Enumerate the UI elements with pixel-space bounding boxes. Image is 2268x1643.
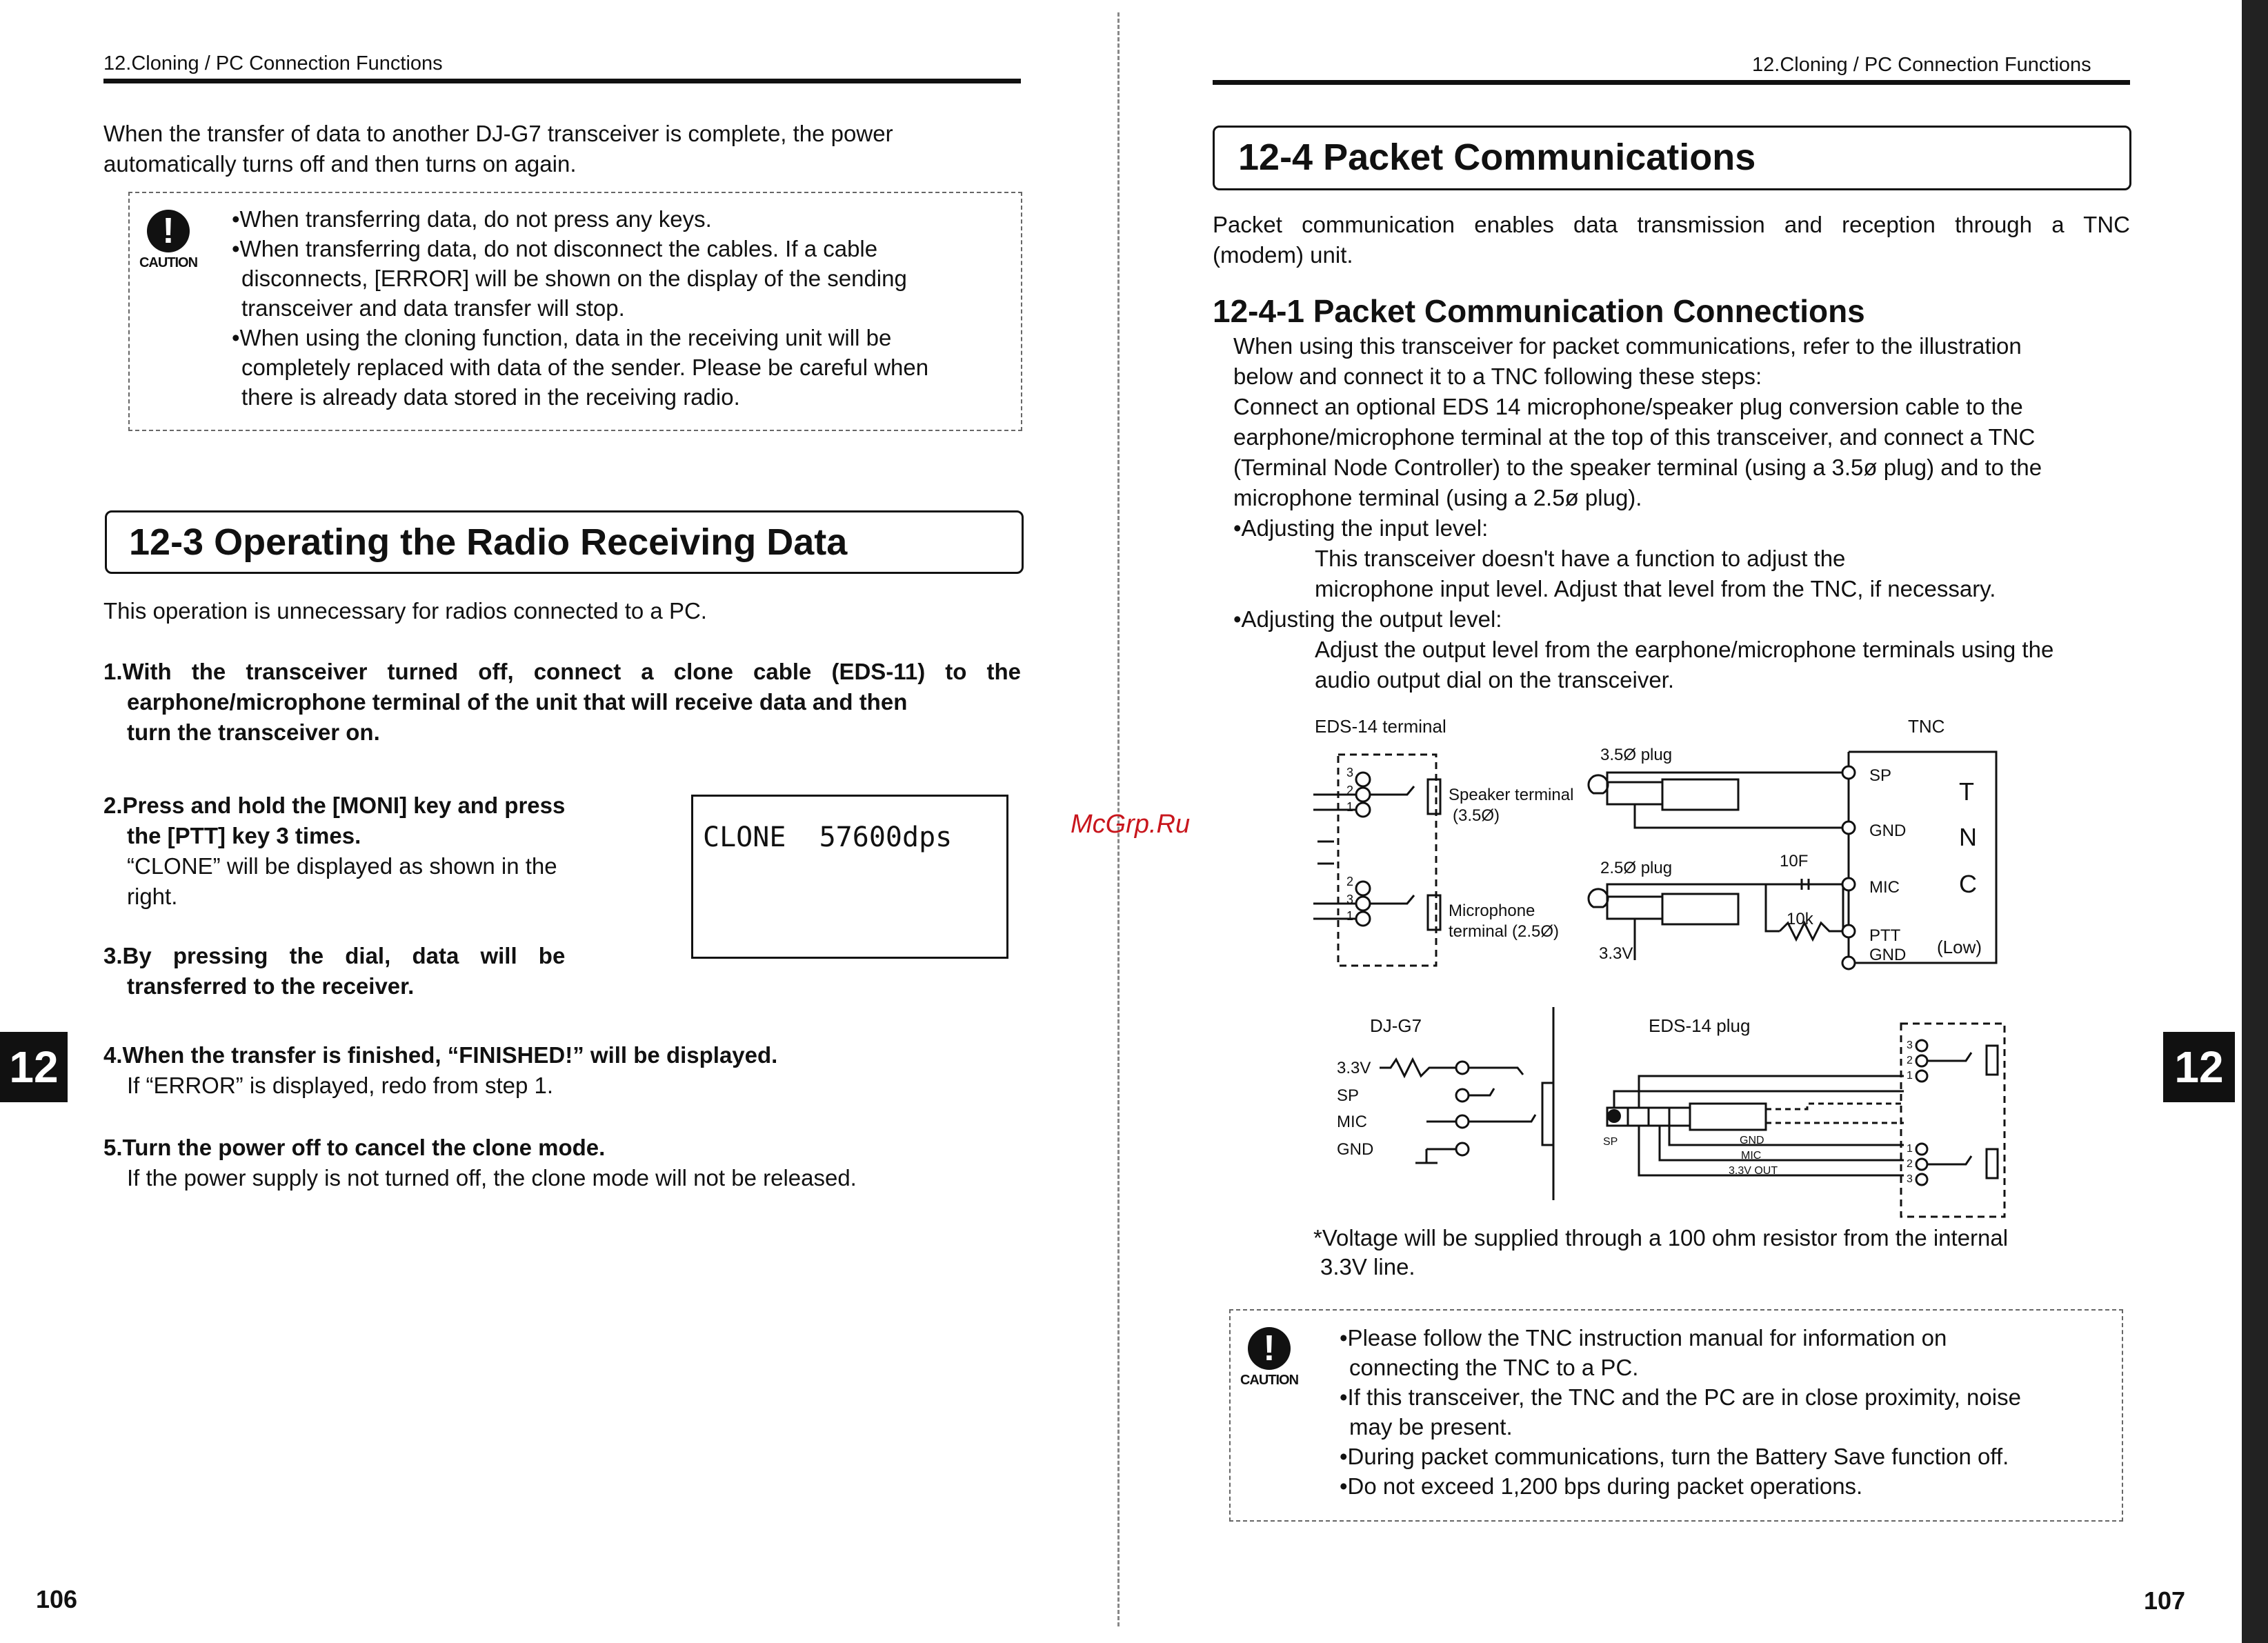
caution-line: transceiver and data transfer will stop.	[241, 295, 625, 321]
left-intro-text: When the transfer of data to another DJ-G7 transceiver is complete, the power automatically turns off and then turns on again.	[103, 121, 893, 177]
lcd-text: CLONE 57600dps	[703, 822, 953, 853]
plug-sp-label: SP	[1603, 1136, 1618, 1148]
section-12-3-intro: This operation is unnecessary for radios connected to a PC.	[103, 598, 707, 624]
v33-label: 3.3V	[1599, 944, 1633, 963]
capacitor-label: 10F	[1780, 852, 1809, 870]
pin-label: 3	[1346, 893, 1354, 906]
section-12-4-intro: Packet communication enables data transmission and reception through a TNC (modem) unit.	[1213, 212, 2130, 268]
plug-2.5-label: 2.5Ø plug	[1600, 859, 1673, 877]
step-1: 1.With the transceiver turned off, connect a clone cable (EDS-11) to the earphone/microphone terminal of the unit that will receive data and then turn the transceiver on.	[103, 659, 1021, 745]
left-page-number: 106	[36, 1585, 78, 1613]
section-12-3-title: 12-3 Operating the Radio Receiving Data	[129, 521, 848, 563]
caution-line: •If this transceiver, the TNC and the PC are in close proximity, noise	[1340, 1384, 2021, 1410]
subsection-body: When using this transceiver for packet communications, refer to the illustration below and connect it to a TNC following these steps: Connect an optional EDS 14 microphone/speaker plug conversion cable to the earphone/microphone terminal at the top of this transceiver, and connect a TNC (Terminal Node Controller) to the speaker terminal (using a 3.5ø plug) and to the microphone terminal (using a 2.5ø plug). •Adjusting the input level: This transceiver doesn't have a function to adjust the microphone input level. Adjust that level from the TNC, if necessary. •Adjusting the output level: Adjust the output level from the earphone/microphone terminals using the audio output dial on the transceiver.	[1233, 333, 2054, 693]
djg7-sp-label: SP	[1337, 1086, 1360, 1105]
plug-3.5-label: 3.5Ø plug	[1600, 746, 1673, 764]
pin-label: 3	[1907, 1173, 1913, 1185]
right-page-header: 12.Cloning / PC Connection Functions	[1752, 54, 2091, 76]
subsection-12-4-1-title: 12-4-1 Packet Communication Connections	[1213, 293, 1865, 329]
mic-terminal-label: Microphone	[1449, 902, 1535, 920]
left-caution-text	[232, 204, 928, 412]
caution-icon: ! CAUTION	[139, 211, 198, 270]
right-caution-box	[1229, 1309, 2123, 1522]
right-caution-text	[1340, 1323, 2021, 1501]
tnc-low-label: (Low)	[1937, 937, 1982, 957]
tnc-gnd2-label: GND	[1869, 946, 1907, 964]
lcd-display	[691, 795, 1008, 959]
speaker-terminal-size: (3.5Ø)	[1453, 806, 1500, 825]
djg7-gnd-label: GND	[1337, 1140, 1374, 1159]
wire-mic-label: MIC	[1741, 1150, 1762, 1162]
pin-label: 3	[1907, 1039, 1913, 1051]
voltage-note: *Voltage will be supplied through a 100 ohm resistor from the internal 3.3V line.	[1313, 1225, 2009, 1279]
eds14-terminal-label: EDS-14 terminal	[1315, 716, 1446, 737]
pin-label: 2	[1907, 1055, 1913, 1066]
tnc-ptt-label: PTT	[1869, 926, 1901, 945]
djg7-v33-label: 3.3V	[1337, 1059, 1371, 1077]
resistor-label: 10k	[1787, 910, 1813, 928]
caution-line: •When using the cloning function, data in the receiving unit will be	[232, 325, 892, 350]
pin-label: 3	[1346, 766, 1354, 779]
caution-line: •Please follow the TNC instruction manual for information on	[1340, 1325, 1947, 1351]
tnc-label: TNC	[1908, 716, 1945, 737]
tnc-connection-diagram	[1304, 710, 2014, 986]
djg7-label: DJ-G7	[1370, 1015, 1422, 1036]
right-header-rule	[1213, 80, 2130, 85]
section-12-4-title: 12-4 Packet Communications	[1238, 137, 1756, 178]
tnc-mic-label: MIC	[1869, 878, 1900, 897]
tnc-letter: N	[1959, 823, 1977, 851]
left-header-rule	[103, 79, 1021, 83]
section-12-3-box	[105, 510, 1024, 574]
caution-line: •When transferring data, do not press any keys.	[232, 206, 712, 232]
pin-label: 1	[1346, 909, 1354, 923]
section-12-4-box	[1213, 126, 2131, 190]
step-5: 5.Turn the power off to cancel the clone mode. If the power supply is not turned off, the clone mode will not be released.	[103, 1135, 857, 1191]
wire-3v3-out-label: 3.3V OUT	[1729, 1165, 1778, 1177]
right-chapter-tab: 12	[2163, 1032, 2235, 1102]
left-page-header: 12.Cloning / PC Connection Functions	[103, 52, 443, 74]
djg7-mic-label: MIC	[1337, 1113, 1367, 1131]
caution-line: completely replaced with data of the sender. Please be careful when	[241, 355, 929, 380]
step-3: 3.By pressing the dial, data will be transferred to the receiver.	[103, 943, 566, 999]
speaker-terminal-label: Speaker terminal	[1449, 786, 1574, 804]
tnc-letter: C	[1959, 870, 1977, 898]
tnc-letter: T	[1959, 777, 1974, 806]
djg7-plug-diagram	[1324, 1007, 2014, 1228]
caution-line: •When transferring data, do not disconnect the cables. If a cable	[232, 236, 878, 261]
caution-line: there is already data stored in the receiving radio.	[241, 384, 740, 410]
pin-label: 1	[1907, 1070, 1913, 1082]
wire-gnd-label: GND	[1740, 1135, 1764, 1146]
eds14-plug-label: EDS-14 plug	[1649, 1015, 1751, 1036]
caution-line: connecting the TNC to a PC.	[1349, 1355, 1639, 1380]
pin-label: 1	[1907, 1143, 1913, 1155]
caution-line: disconnects, [ERROR] will be shown on the display of the sending	[241, 266, 907, 291]
tnc-gnd-label: GND	[1869, 822, 1907, 840]
mic-terminal-label-2: terminal (2.5Ø)	[1449, 922, 1560, 941]
left-chapter-tab: 12	[0, 1032, 68, 1102]
left-caution-box	[128, 192, 1022, 431]
step-4: 4.When the transfer is finished, “FINISHED!” will be displayed. If “ERROR” is displayed, redo from step 1.	[103, 1042, 778, 1098]
watermark: McGrp.Ru	[1071, 810, 1191, 839]
pin-label: 2	[1907, 1158, 1913, 1170]
caution-line: •During packet communications, turn the Battery Save function off.	[1340, 1444, 2009, 1469]
pin-label: 2	[1346, 784, 1354, 797]
caution-line: may be present.	[1349, 1414, 1513, 1440]
step-2: 2.Press and hold the [MONI] key and press the [PTT] key 3 times. “CLONE” will be displayed as shown in the right.	[103, 793, 566, 909]
pin-label: 2	[1346, 875, 1354, 888]
caution-icon: ! CAUTION	[1240, 1328, 1299, 1388]
right-page-number: 107	[2144, 1586, 2186, 1615]
tnc-sp-label: SP	[1869, 766, 1892, 785]
scan-edge	[2242, 0, 2268, 1643]
caution-line: •Do not exceed 1,200 bps during packet operations.	[1340, 1473, 1863, 1499]
pin-label: 1	[1346, 800, 1354, 814]
